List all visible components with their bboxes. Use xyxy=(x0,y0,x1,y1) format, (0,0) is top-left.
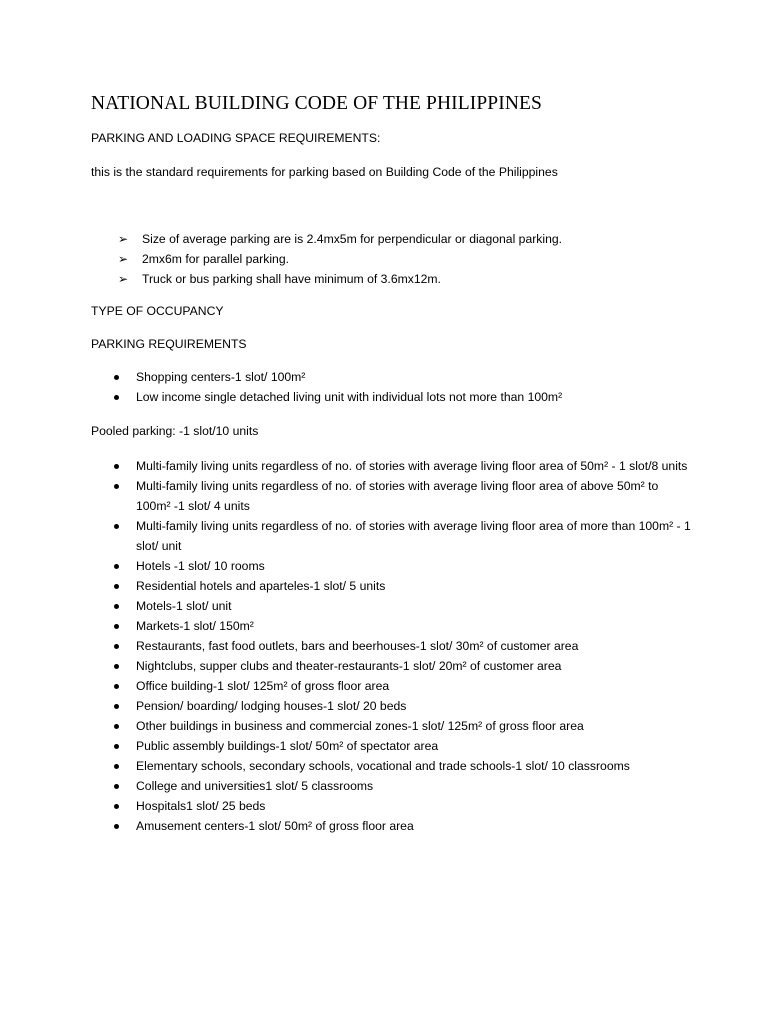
bullet-icon xyxy=(114,524,119,529)
list-item-text: Amusement centers-1 slot/ 50m² of gross floor area xyxy=(136,819,414,833)
list-item-text: Other buildings in business and commercial zones-1 slot/ 125m² of gross floor area xyxy=(136,719,584,733)
type-of-occupancy-heading: TYPE OF OCCUPANCY xyxy=(91,304,224,318)
list-item xyxy=(112,387,696,407)
bullet-icon xyxy=(114,704,119,709)
list-item-text: Markets-1 slot/ 150m² xyxy=(136,619,254,633)
bullet-icon xyxy=(114,464,119,469)
parking-size-list xyxy=(118,231,562,291)
list-item xyxy=(112,656,696,676)
parking-requirements-heading: PARKING REQUIREMENTS xyxy=(91,337,247,351)
list-item xyxy=(112,756,696,776)
arrow-bullet-icon: ➢ xyxy=(118,232,129,246)
bullet-icon xyxy=(114,395,119,400)
list-item-text: Hotels -1 slot/ 10 rooms xyxy=(136,559,265,573)
list-item xyxy=(112,816,696,836)
list-item xyxy=(112,476,696,516)
bullet-icon xyxy=(114,604,119,609)
bullet-icon xyxy=(114,784,119,789)
list-item-text: Restaurants, fast food outlets, bars and beerhouses-1 slot/ 30m² of customer area xyxy=(136,639,579,653)
pooled-parking-list xyxy=(112,456,696,836)
list-item-text: 2mx6m for parallel parking. xyxy=(142,252,289,266)
bullet-icon xyxy=(114,644,119,649)
list-item xyxy=(112,556,696,576)
list-item-text: College and universities1 slot/ 5 classrooms xyxy=(136,779,374,793)
list-item xyxy=(118,231,562,251)
bullet-icon xyxy=(114,824,119,829)
bullet-icon xyxy=(114,624,119,629)
list-item xyxy=(118,271,562,291)
list-item-text: Multi-family living units regardless of no. of stories with average living floor area of above 50m² to 100m² -1 slot/ 4 units xyxy=(136,479,659,513)
section-subtitle: PARKING AND LOADING SPACE REQUIREMENTS: xyxy=(91,131,381,145)
list-item xyxy=(112,596,696,616)
list-item xyxy=(112,676,696,696)
list-item-text: Motels-1 slot/ unit xyxy=(136,599,232,613)
list-item-text: Multi-family living units regardless of no. of stories with average living floor area of more than 100m² - 1 slot/ unit xyxy=(136,519,691,553)
list-item xyxy=(112,636,696,656)
list-item xyxy=(112,776,696,796)
list-item-text: Hospitals1 slot/ 25 beds xyxy=(136,799,266,813)
list-item xyxy=(112,696,696,716)
list-item xyxy=(112,736,696,756)
list-item-text: Nightclubs, supper clubs and theater-restaurants-1 slot/ 20m² of customer area xyxy=(136,659,562,673)
bullet-icon xyxy=(114,684,119,689)
list-item xyxy=(112,367,696,387)
list-item-text: Pension/ boarding/ lodging houses-1 slot/ 20 beds xyxy=(136,699,407,713)
bullet-icon xyxy=(114,764,119,769)
list-item xyxy=(112,516,696,556)
list-item-text: Elementary schools, secondary schools, vocational and trade schools-1 slot/ 10 classrooms xyxy=(136,759,630,773)
list-item-text: Shopping centers-1 slot/ 100m² xyxy=(136,370,306,384)
document-title: NATIONAL BUILDING CODE OF THE PHILIPPINES xyxy=(91,93,542,114)
list-item xyxy=(112,576,696,596)
arrow-bullet-icon: ➢ xyxy=(118,252,129,266)
list-item xyxy=(118,251,562,271)
pooled-parking-heading: Pooled parking: -1 slot/10 units xyxy=(91,424,259,438)
list-item-text: Residential hotels and aparteles-1 slot/ 5 units xyxy=(136,579,386,593)
bullet-icon xyxy=(114,744,119,749)
list-item xyxy=(112,796,696,816)
list-item-text: Public assembly buildings-1 slot/ 50m² of spectator area xyxy=(136,739,439,753)
list-item xyxy=(112,456,696,476)
list-item xyxy=(112,616,696,636)
list-item-text: Size of average parking are is 2.4mx5m for perpendicular or diagonal parking. xyxy=(142,232,563,246)
bullet-icon xyxy=(114,484,119,489)
bullet-icon xyxy=(114,564,119,569)
list-item-text: Low income single detached living unit with individual lots not more than 100m² xyxy=(136,390,563,404)
bullet-icon xyxy=(114,584,119,589)
list-item-text: Office building-1 slot/ 125m² of gross floor area xyxy=(136,679,390,693)
bullet-icon xyxy=(114,664,119,669)
bullet-icon xyxy=(114,724,119,729)
list-item-text: Multi-family living units regardless of no. of stories with average living floor area of 50m² - 1 slot/8 units xyxy=(136,459,688,473)
arrow-bullet-icon: ➢ xyxy=(118,272,129,286)
bullet-icon xyxy=(114,375,119,380)
bullet-icon xyxy=(114,804,119,809)
list-item-text: Truck or bus parking shall have minimum of 3.6mx12m. xyxy=(142,272,441,286)
occupancy-list xyxy=(112,367,696,407)
intro-paragraph: this is the standard requirements for parking based on Building Code of the Philippines xyxy=(91,165,558,179)
list-item xyxy=(112,716,696,736)
